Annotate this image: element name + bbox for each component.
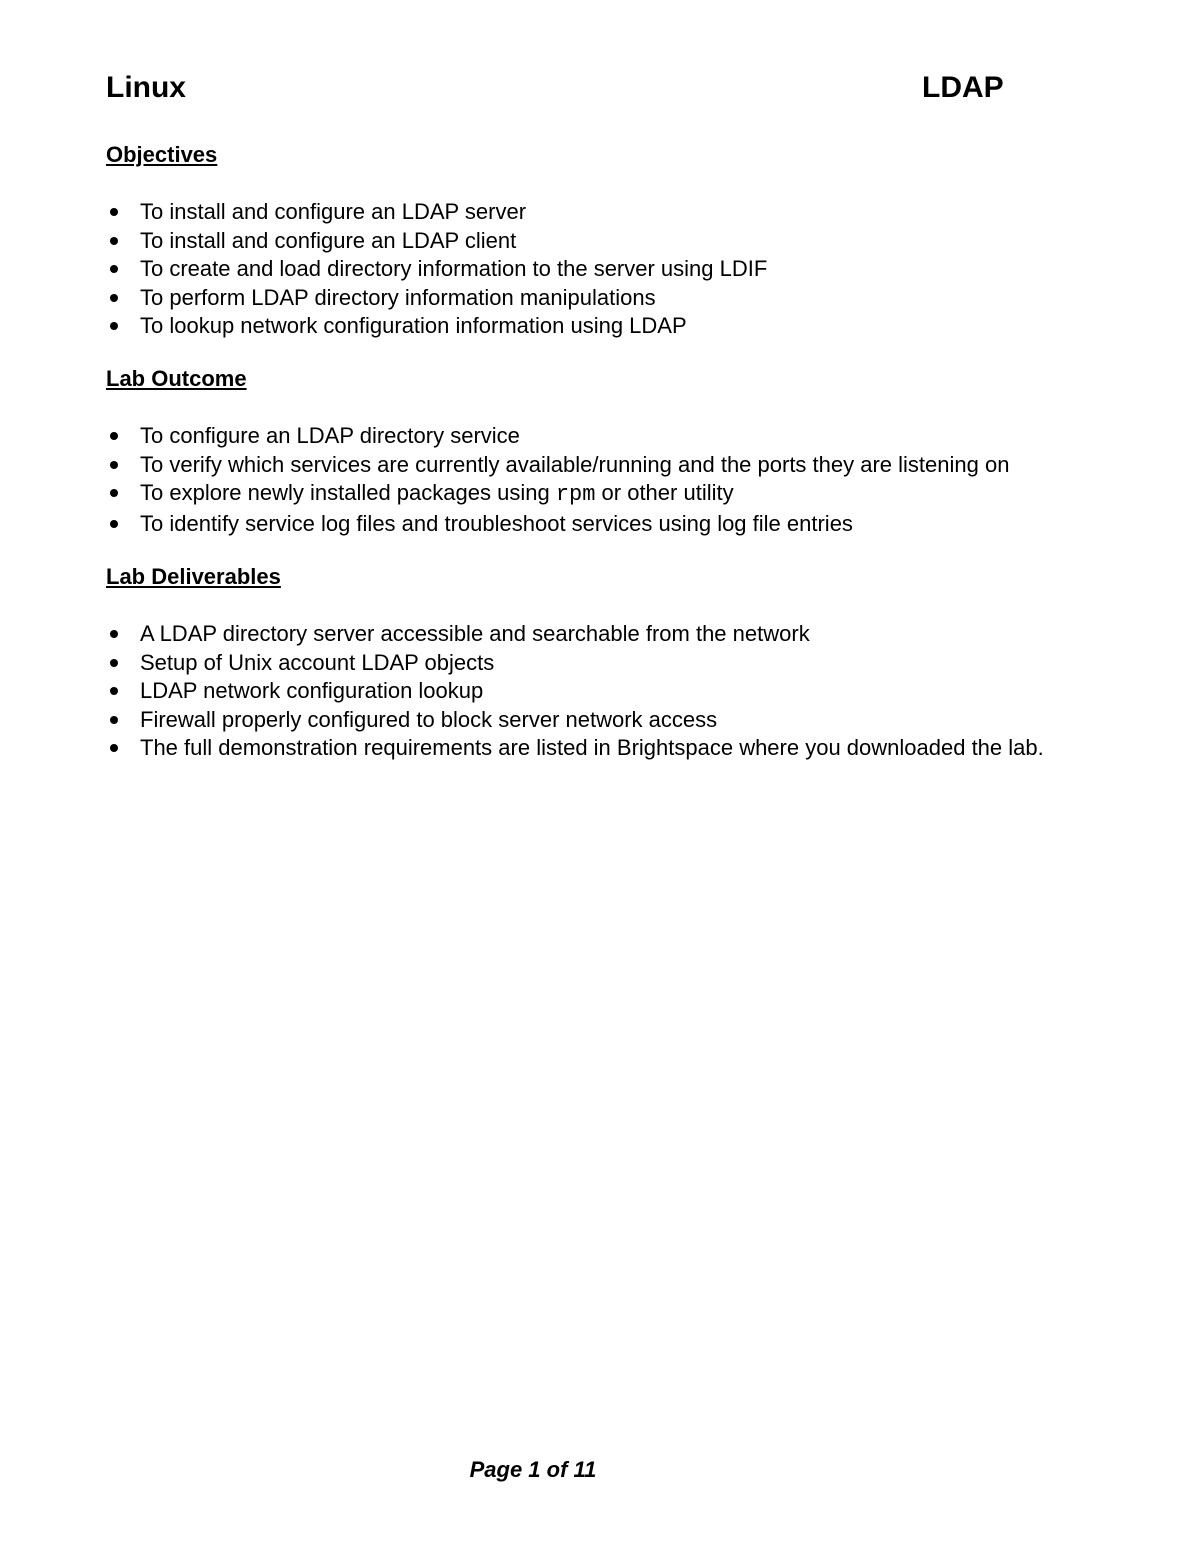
bullet-icon	[110, 322, 118, 330]
bullet-icon	[110, 265, 118, 273]
bullet-icon	[110, 208, 118, 216]
list-item	[106, 620, 1166, 649]
list-item	[106, 284, 1166, 313]
lab-outcome-section	[106, 366, 1166, 538]
lab-outcome-list	[106, 422, 1166, 538]
bullet-icon	[110, 659, 118, 667]
bullet-icon	[110, 744, 118, 752]
list-item-text: To identify service log files and troubleshoot services using log file entries	[140, 510, 853, 536]
list-item	[106, 734, 1166, 763]
list-item	[106, 422, 1166, 451]
list-item-text: A LDAP directory server accessible and searchable from the network	[140, 621, 810, 646]
list-item-text: To create and load directory information to the server using LDIF	[140, 256, 768, 282]
list-item-text: LDAP network configuration lookup	[140, 678, 484, 704]
bullet-icon	[110, 520, 118, 528]
bullet-icon	[110, 687, 118, 695]
list-item-text-after: or other utility	[595, 480, 734, 506]
bullet-icon	[110, 461, 118, 469]
bullet-icon	[110, 630, 118, 638]
list-item	[106, 677, 1166, 706]
list-item	[106, 227, 1166, 256]
list-item	[106, 255, 1166, 284]
list-item-text-before: To explore newly installed packages using	[140, 480, 556, 506]
list-item	[106, 510, 1166, 539]
bullet-icon	[110, 237, 118, 245]
lab-outcome-heading: Lab Outcome	[106, 366, 247, 391]
list-item	[106, 649, 1166, 678]
list-item	[106, 198, 1166, 227]
list-item-text: Firewall properly configured to block server network access	[140, 706, 718, 732]
objectives-list	[106, 198, 1166, 341]
inline-code: rpm	[555, 482, 596, 508]
list-item	[106, 312, 1166, 341]
list-item-text: To install and configure an LDAP client	[140, 227, 517, 253]
lab-deliverables-heading: Lab Deliverables	[106, 564, 281, 589]
list-item-text: To install and configure an LDAP server	[140, 199, 527, 224]
bullet-icon	[110, 432, 118, 440]
list-item	[106, 706, 1166, 735]
bullet-icon	[110, 294, 118, 302]
list-item-text: The full demonstration requirements are listed in Brightspace where you downloaded the lab.	[140, 735, 1044, 761]
list-item-text: To configure an LDAP directory service	[140, 423, 520, 448]
header-title-right: LDAP	[922, 71, 1004, 104]
header-title-left: Linux	[106, 71, 186, 104]
bullet-icon	[110, 489, 118, 497]
page-number: Page 1 of 11	[469, 1457, 597, 1482]
list-item-text: Setup of Unix account LDAP objects	[140, 649, 495, 675]
list-item-text: To verify which services are currently available/running and the ports they are listening on	[140, 451, 1010, 477]
list-item-text: To perform LDAP directory information manipulations	[140, 284, 656, 310]
objectives-section	[106, 142, 1166, 341]
lab-deliverables-section	[106, 564, 1166, 763]
objectives-heading: Objectives	[106, 142, 218, 167]
list-item	[106, 479, 1166, 510]
list-item-text: To lookup network configuration information using LDAP	[140, 313, 687, 339]
lab-deliverables-list	[106, 620, 1166, 763]
list-item	[106, 451, 1166, 480]
bullet-icon	[110, 716, 118, 724]
